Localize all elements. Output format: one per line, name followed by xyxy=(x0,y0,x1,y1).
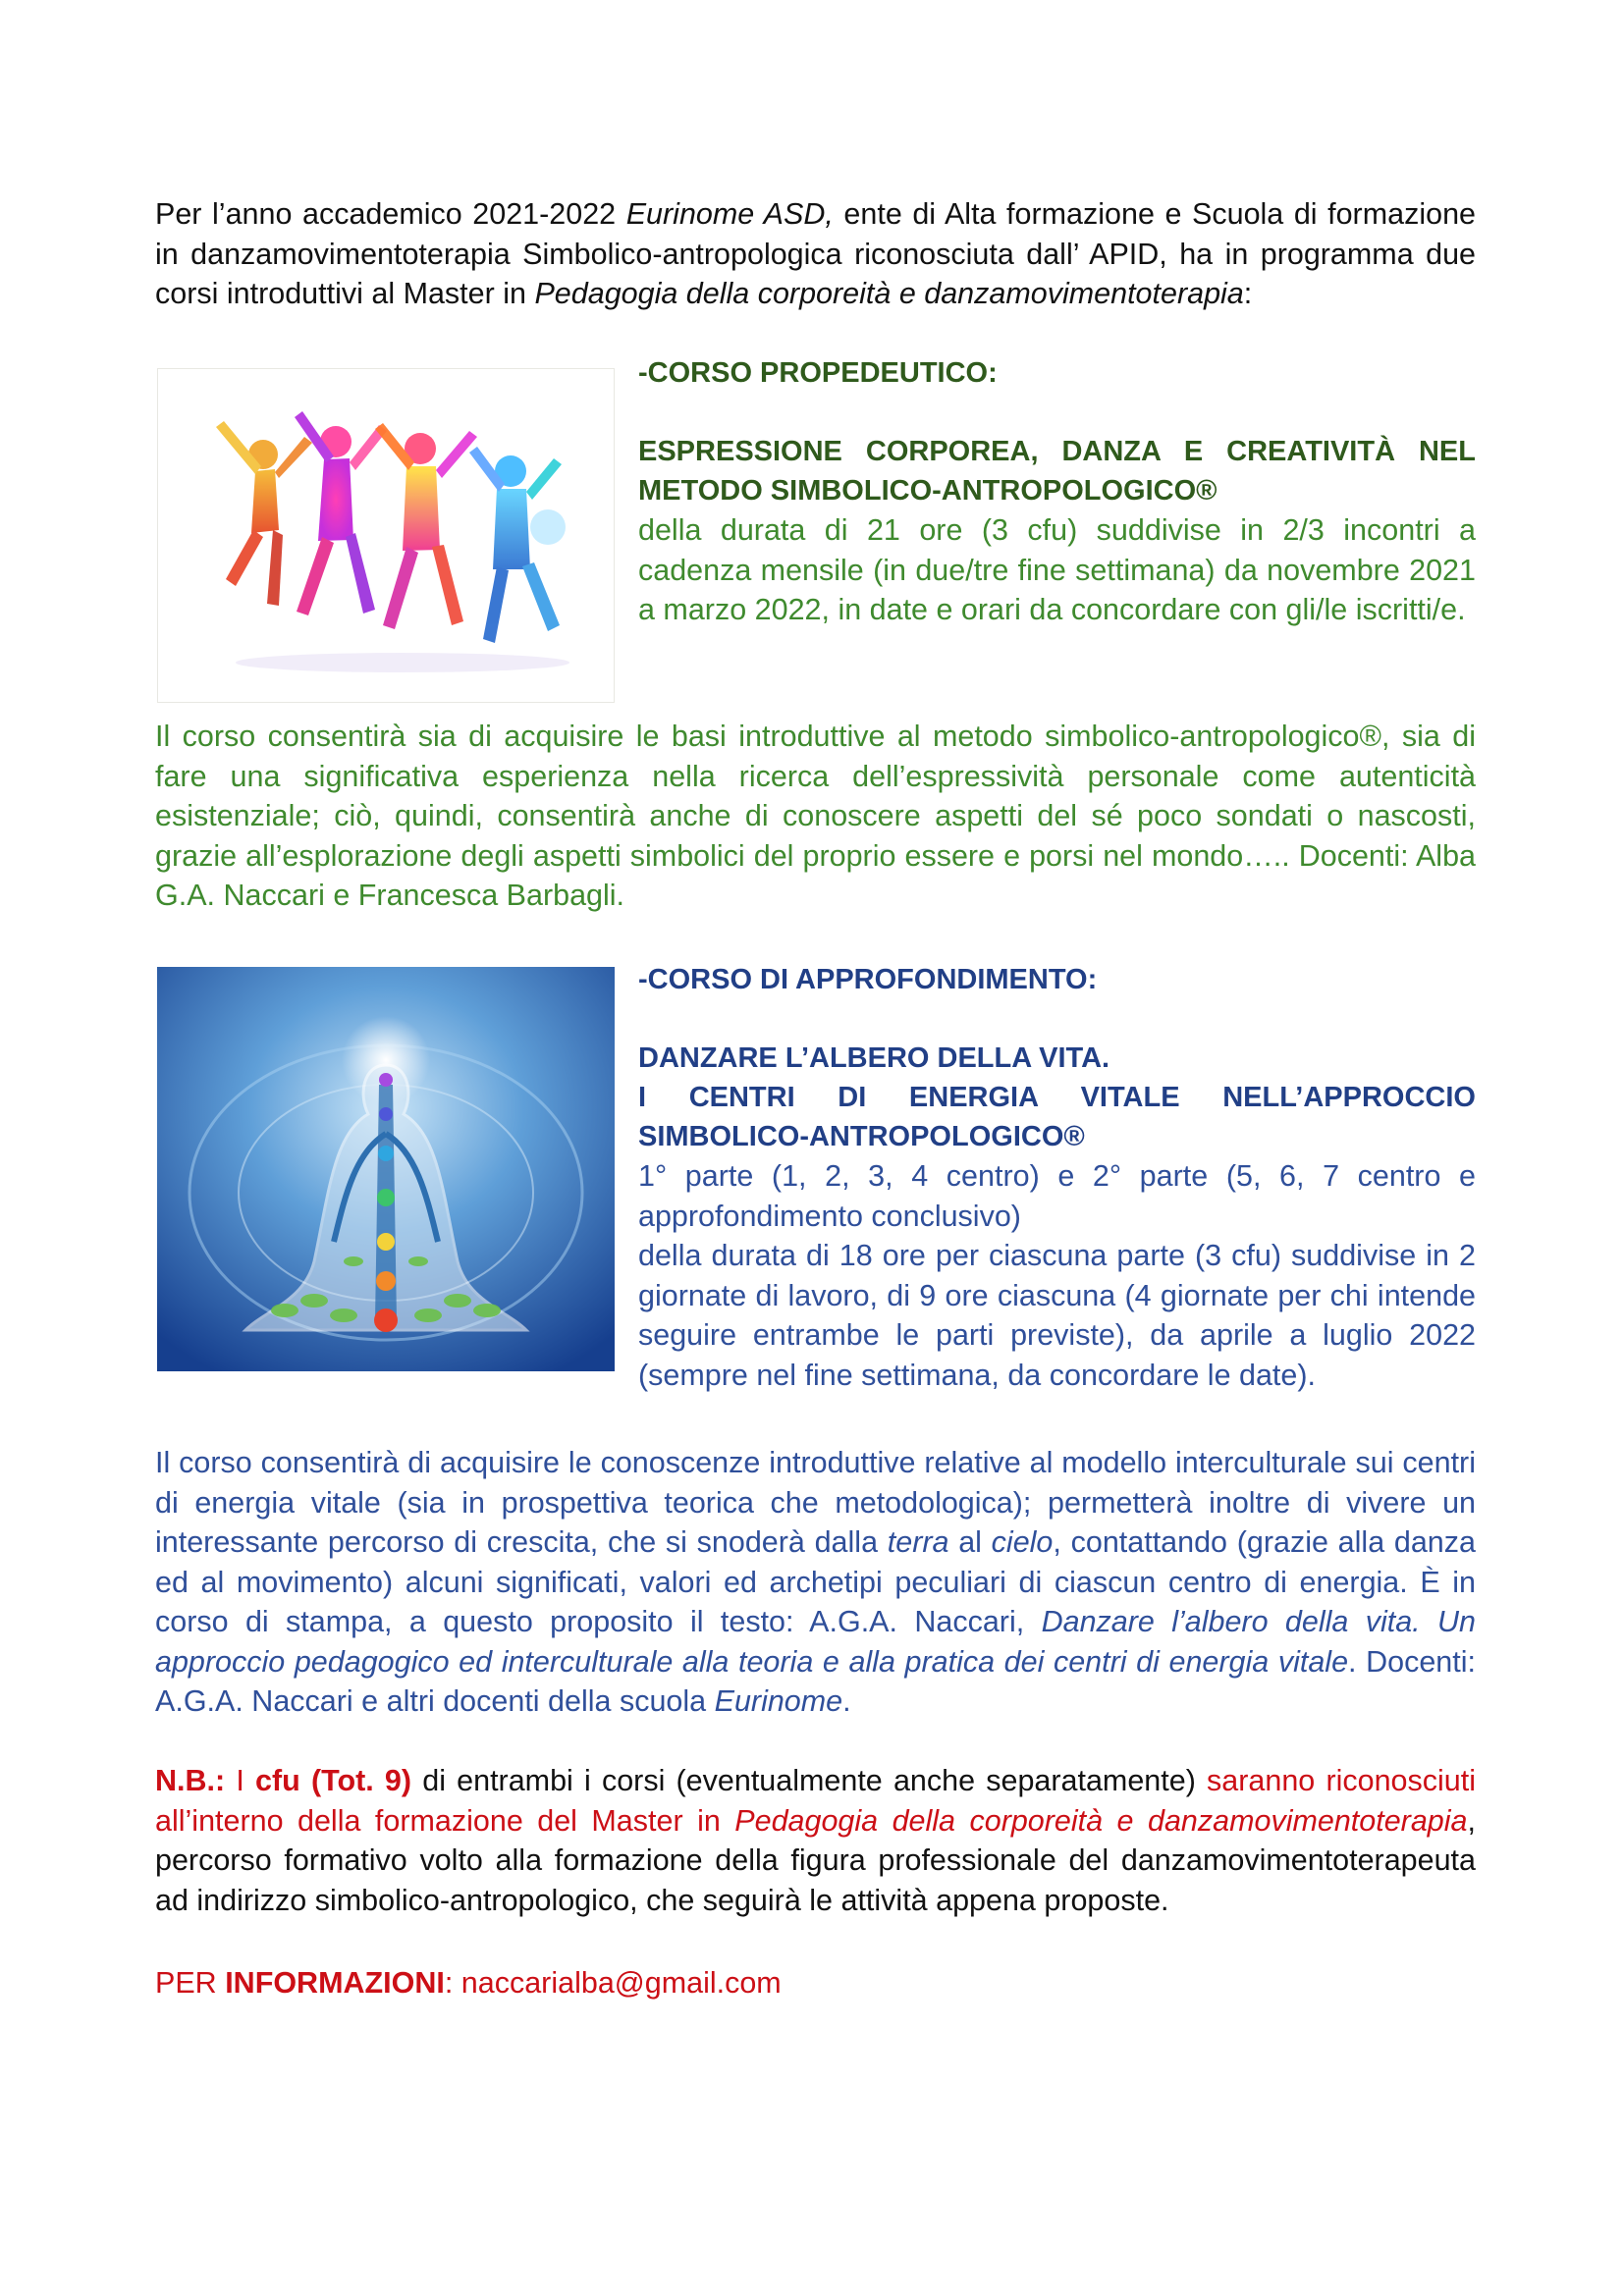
desc-text: , contattando (grazie alla danza ed al movimento) alcuni significati, valori ed archetipi peculiari di ciascun centro di energia. È in corso di stampa, a questo proposito il testo: A.G.A. Naccari, xyxy=(155,1525,1476,1638)
desc-text: al xyxy=(948,1525,992,1559)
info-line xyxy=(155,1963,1476,2003)
desc-text: Il corso consentirà di acquisire le conoscenze introduttive relative al modello interculturale sui centri di energia vitale (sia in prospettiva teorica che metodologica); permetterà inoltre di vivere un interessante percorso di crescita, che si snoderà dalla xyxy=(155,1446,1476,1559)
nb-cfu: cfu (Tot. 9) xyxy=(255,1764,412,1797)
course1-title: ESPRESSIONE CORPOREA, DANZA E CREATIVITÀ NEL METODO SIMBOLICO-ANTROPOLOGICO® xyxy=(638,436,1476,507)
school-name: Eurinome ASD, xyxy=(625,197,834,231)
nb-text: di entrambi i corsi (eventualmente anche separatamente) xyxy=(411,1764,1208,1797)
course1-description: Il corso consentirà sia di acquisire le basi introduttive al metodo simbolico-antropologico®, sia di fare una significativa esperienza nella ricerca dell’espressività personale come autenticità esistenziale; ciò, quindi, consentirà anche di conoscere aspetti del sé poco sondati o nascosti, grazie all’esplorazione degli aspetti simbolici del proprio essere e porsi nel mondo….. Docenti: Alba G.A. Naccari e Francesca Barbagli. xyxy=(155,720,1476,912)
school-name: Eurinome xyxy=(714,1684,843,1718)
desc-text: cielo xyxy=(991,1525,1054,1559)
course1-heading: -CORSO PROPEDEUTICO: xyxy=(638,357,998,389)
nb-paragraph xyxy=(155,1761,1476,1920)
course2-subtitle: I CENTRI DI ENERGIA VITALE NELL’APPROCCIO SIMBOLICO-ANTROPOLOGICO® xyxy=(638,1082,1476,1152)
course2-details: della durata di 18 ore per ciascuna parte (3 cfu) suddivise in 2 giornate di lavoro, di 9 ore ciascuna (4 giornate per chi intende seguire entrambe le parti previste), da aprile a luglio 2022 (sempre nel fine settimana, da concordare le date). xyxy=(638,1239,1476,1392)
course2-title: DANZARE L’ALBERO DELLA VITA. xyxy=(638,1042,1110,1074)
email-link[interactable]: : naccarialba@gmail.com xyxy=(444,1966,782,2000)
nb-text: , percorso formativo volto alla formazione della figura professionale del danzamovimentoterapeuta ad indirizzo simbolico-antropologico, che seguirà le attività appena proposte. xyxy=(155,1803,1476,1917)
course2-column xyxy=(638,960,1476,1395)
info-label: INFORMAZIONI xyxy=(225,1966,445,2000)
course1-details: della durata di 21 ore (3 cfu) suddivise in 2/3 incontri a cadenza mensile (in due/tre fine settimana) da novembre 2021 a marzo 2022, in date e orari da concordare con gli/le iscritti/e. xyxy=(638,513,1476,626)
info-text: PER xyxy=(155,1966,226,2000)
course1-column xyxy=(638,353,1476,630)
desc-text: . xyxy=(842,1684,851,1718)
master-name: Pedagogia della corporeità e danzamovimentoterapia xyxy=(534,277,1244,310)
intro-text: : xyxy=(1243,277,1253,310)
master-name: Pedagogia della corporeità e danzamovimentoterapia xyxy=(734,1803,1468,1838)
desc-text: terra xyxy=(887,1525,949,1559)
nb-label: N.B.: xyxy=(155,1764,226,1797)
intro-paragraph xyxy=(155,194,1476,314)
book-title: Danzare l’albero della vita. Un approccio pedagogico ed interculturale alla teoria e alla pratica dei centri di energia vitale xyxy=(155,1605,1476,1679)
intro-text: ente di Alta formazione e Scuola di formazione in danzamovimentoterapia Simbolico-antropologica riconosciuta dall’ APID, ha in programma due corsi introduttivi al Master in xyxy=(155,197,1476,310)
nb-text: I xyxy=(225,1764,256,1797)
tree-of-life-image xyxy=(157,967,615,1371)
nb-text: saranno riconosciuti all’interno della formazione del Master in xyxy=(155,1764,1477,1838)
desc-text: . Docenti: A.G.A. Naccari e altri docenti della scuola xyxy=(155,1644,1476,1718)
course2-description xyxy=(155,1443,1476,1722)
dancers-image xyxy=(157,368,615,703)
intro-text: Per l’anno accademico 2021-2022 xyxy=(155,197,626,231)
course2-parts: 1° parte (1, 2, 3, 4 centro) e 2° parte (5, 6, 7 centro e approfondimento conclusivo) xyxy=(638,1159,1476,1233)
course2-heading: -CORSO DI APPROFONDIMENTO: xyxy=(638,964,1098,995)
